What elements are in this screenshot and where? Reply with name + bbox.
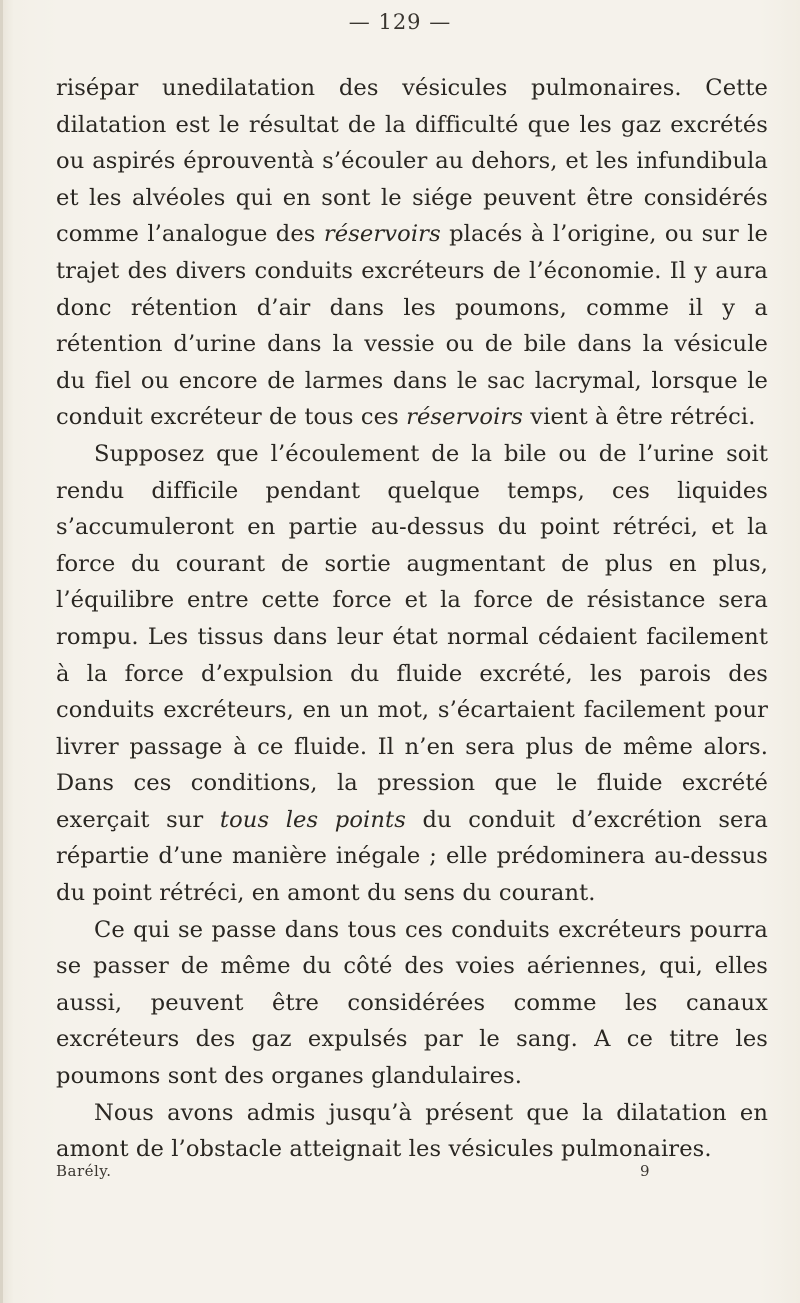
text-run: vient à être rétréci. [523, 404, 756, 431]
page-footer [56, 1162, 656, 1180]
italic-text: réservoirs [323, 221, 441, 248]
text-run: du conduit d’excrétion sera répartie d’une manière inégale ; elle prédominera au-dessus du point rétréci, en amont du sens du courant. [56, 806, 768, 907]
page-gutter [0, 0, 3, 1303]
paragraph [56, 1095, 768, 1168]
text-run: Nous avons admis jusqu’à présent que la dilatation en amont de l’obstacle atteignait les vésicules pulmonaires. [56, 1099, 768, 1163]
signature-mark: 9 [640, 1162, 651, 1180]
text-run: placés à l’origine, ou sur le trajet des divers conduits excréteurs de l’économie. Il y aura donc rétention d’air dans les poumons, comme il y a rétention d’urine dans la vessie ou de bile dans la vésicule du fiel ou encore de larmes dans le sac lacrymal, lorsque le conduit excréteur de tous ces [56, 221, 768, 431]
text-run: risépar unedilatation des vésicules pulmonaires. Cette dilatation est le résultat de la difficulté que les gaz excrétés ou aspirés éprouventà s’écouler au dehors, et les infundibula et les alvéoles qui en sont le siége peuvent être considérés comme l’analogue des [56, 75, 768, 248]
page-number-header: — 129 — [348, 10, 452, 34]
italic-text: réservoirs [406, 404, 523, 431]
paragraph [56, 436, 768, 912]
body-text [56, 70, 768, 1168]
paragraph [56, 912, 768, 1095]
paragraph [56, 70, 768, 436]
text-run: Ce qui se passe dans tous ces conduits excréteurs pourra se passer de même du côté des voies aériennes, qui, elles aussi, peuvent être considérées comme les canaux excréteurs des gaz expulsés par le sang. A ce titre les poumons sont des organes glandulaires. [56, 916, 768, 1090]
footer-author: Barély. [56, 1162, 112, 1180]
text-run: Supposez que l’écoulement de la bile ou de l’urine soit rendu difficile pendant quelque temps, ces liquides s’accumuleront en partie au-dessus du point rétréci, et la force du courant de sortie augmentant de plus en plus, l’équilibre entre cette force et la force de résistance sera rompu. Les tissus dans leur état normal cédaient facilement à la force d’expulsion du fluide excrété, les parois des conduits excréteurs, en un mot, s’écartaient facilement pour livrer passage à ce fluide. Il n’en sera plus de même alors. Dans ces conditions, la pression que le fluide excrété exerçait sur [56, 440, 768, 833]
italic-text: tous les points [219, 806, 406, 833]
